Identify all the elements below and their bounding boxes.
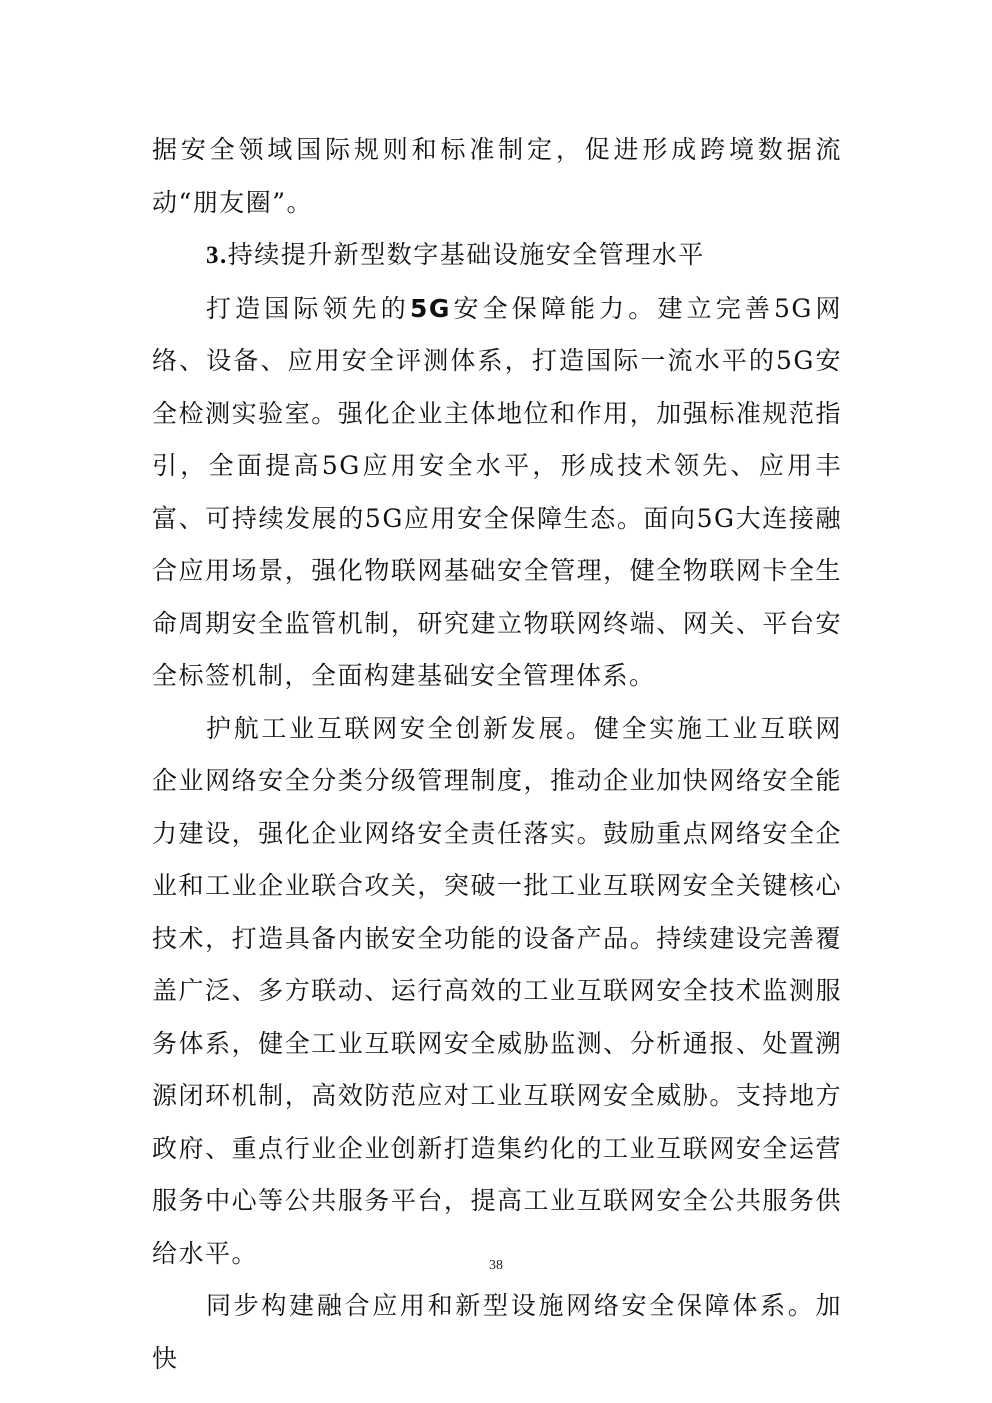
lead-text-before: 打造国际领先的 — [206, 293, 410, 323]
section-heading — [152, 229, 842, 283]
paragraph-continued: 据安全领域国际规则和标准制定，促进形成跨境数据流动“朋友圈”。 — [152, 135, 842, 217]
heading-title: 持续提升新型数字基础设施安全管理水平 — [227, 240, 705, 269]
paragraph-industrial-internet — [152, 703, 842, 1281]
paragraph-body: 加快 — [152, 1291, 842, 1373]
page-number: 38 — [489, 1258, 503, 1273]
lead-text-after: 安全保障能力。 — [450, 293, 658, 323]
paragraph-lead: 同步构建融合应用和新型设施网络安全保障体系。 — [206, 1291, 816, 1320]
body-text — [152, 124, 842, 1385]
paragraph-body: 健全实施工业互联网企业网络安全分类分级管理制度，推动企业加快网络安全能力建设，强化企业网络安全责任落实。鼓励重点网络安全企业和工业企业联合攻关，突破一批工业互联网安全关键核心技术，打造具备内嵌安全功能的设备产品。持续建设完善覆盖广泛、多方联动、运行高效的工业互联网安全技术监测服务体系，健全工业互联网安全威胁监测、分析通报、处置溯源闭环机制，高效防范应对工业互联网安全威胁。支持地方政府、重点行业企业创新打造集约化的工业互联网安全运营服务中心等公共服务平台，提高工业互联网安全公共服务供给水平。 — [152, 713, 842, 1268]
paragraph-converged-applications — [152, 1280, 842, 1385]
paragraph-body: 建立完善5G网络、设备、应用安全评测体系，打造国际一流水平的5G安全检测实验室。强化企业主体地位和作用，加强标准规范指引，全面提高5G应用安全水平，形成技术领先、应用丰富、可持续发展的5G应用安全保障生态。面向5G大连接融合应用场景，强化物联网基础安全管理，健全物联网卡全生命周期安全监管机制，研究建立物联网终端、网关、平台安全标签机制，全面构建基础安全管理体系。 — [152, 293, 842, 690]
paragraph-lead — [206, 294, 657, 323]
heading-number: 3. — [206, 242, 228, 269]
lead-text-bold: 5G — [409, 293, 451, 323]
paragraph-5g-security — [152, 283, 842, 703]
paragraph-lead: 护航工业互联网安全创新发展。 — [206, 713, 594, 743]
